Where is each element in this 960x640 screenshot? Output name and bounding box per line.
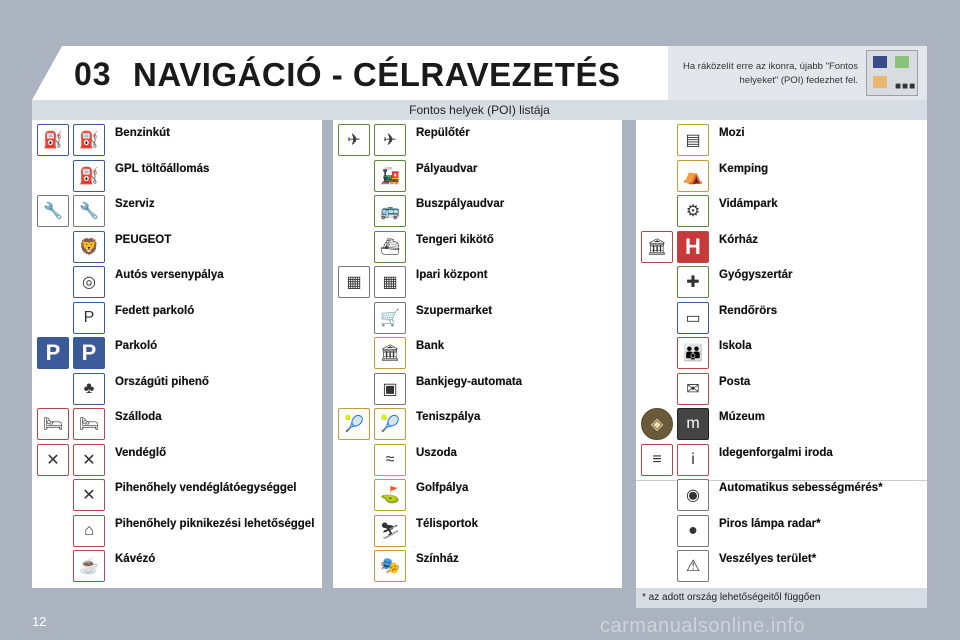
hospital-building-icon: 🏛 <box>641 231 673 263</box>
poi-label: Piros lámpa radar* <box>719 517 821 530</box>
fork-knife-icon: ✕ <box>73 444 105 476</box>
poi-zoom-icon: ■■■ <box>866 50 918 96</box>
rest-restaurant-icon: ✕ <box>73 479 105 511</box>
poi-label: Buszpályaudvar <box>416 198 505 210</box>
poi-label: Pályaudvar <box>416 162 478 175</box>
pharmacy-cross-icon: ✚ <box>677 266 709 298</box>
airplane-icon: ✈ <box>374 124 406 156</box>
poi-label: Teniszpálya <box>416 411 481 423</box>
poi-label: Iskola <box>719 340 752 352</box>
tennis-icon: 🎾 <box>338 408 370 440</box>
watermark: carmanualsonline.info <box>600 615 806 637</box>
poi-label: Idegenforgalmi iroda <box>719 446 833 459</box>
poi-label: GPL töltőállomás <box>115 162 210 175</box>
header-notch <box>32 46 62 100</box>
parking-icon: P <box>37 337 69 369</box>
poi-label: Vendéglő <box>115 446 167 459</box>
hospital-h-icon: H <box>677 231 709 263</box>
tennis-icon: 🎾 <box>374 408 406 440</box>
ship-icon: ⛴ <box>374 231 406 263</box>
swimmer-icon: ≈ <box>374 444 406 476</box>
rest-area-icon: ♣ <box>73 373 105 405</box>
poi-label: Golfpálya <box>416 482 469 494</box>
bank-icon: 🏛 <box>374 337 406 369</box>
wrench-icon: 🔧 <box>73 195 105 227</box>
train-station-icon: 🚂 <box>374 160 406 192</box>
poi-label: Bank <box>416 340 445 352</box>
poi-label: Bankjegy-automata <box>416 375 523 388</box>
poi-label: Repülőtér <box>416 127 470 139</box>
peugeot-lion-icon: 🦁 <box>73 231 105 263</box>
poi-label: Télisportok <box>416 517 478 530</box>
airport-icon: ✈ <box>338 124 370 156</box>
shopping-cart-icon: 🛒 <box>374 302 406 334</box>
parking-icon: P <box>73 337 105 369</box>
tourist-office-icon: ≡ <box>641 444 673 476</box>
ski-icon: ⛷ <box>374 515 406 547</box>
poi-label: Tengeri kikötő <box>416 233 494 246</box>
picnic-icon: ⌂ <box>73 515 105 547</box>
chapter-number: 03 <box>74 56 112 92</box>
poi-label: Posta <box>719 375 751 388</box>
poi-label: Gyógyszertár <box>719 269 793 281</box>
poi-list-subtitle: Fontos helyek (POI) listája <box>409 103 550 117</box>
film-icon: ▤ <box>677 124 709 156</box>
fuel-pump-icon: ⛽ <box>37 124 69 156</box>
poi-label: Fedett parkoló <box>115 304 195 317</box>
poi-label: Szupermarket <box>416 304 493 317</box>
poi-label: Kemping <box>719 162 769 175</box>
fuel-pump-icon: ⛽ <box>73 124 105 156</box>
subtitle-bar <box>32 100 927 120</box>
poi-label: Színház <box>416 553 459 565</box>
bed-icon: 🛏 <box>37 408 69 440</box>
warning-triangle-icon: ⚠ <box>677 550 709 582</box>
page-title: NAVIGÁCIÓ - CÉLRAVEZETÉS <box>133 56 621 93</box>
poi-label: Automatikus sebességmérés* <box>719 482 883 494</box>
poi-label: Kórház <box>719 233 758 246</box>
poi-label: Autós versenypálya <box>115 269 224 281</box>
police-icon: ▭ <box>677 302 709 334</box>
poi-label: PEUGEOT <box>115 233 172 246</box>
poi-label: Pihenőhely piknikezési lehetőséggel <box>115 517 315 530</box>
golf-icon: ⛳ <box>374 479 406 511</box>
traffic-light-camera-icon: ● <box>677 515 709 547</box>
race-track-icon: ◎ <box>73 266 105 298</box>
poi-label: Múzeum <box>719 411 765 423</box>
poi-label: Ipari központ <box>416 269 488 281</box>
poi-label: Országúti pihenő <box>115 375 209 388</box>
poi-label: Szerviz <box>115 198 155 210</box>
poi-label: Szálloda <box>115 411 162 423</box>
theater-icon: 🎭 <box>374 550 406 582</box>
factory-icon: ▦ <box>338 266 370 298</box>
poi-label: Mozi <box>719 127 745 139</box>
covered-parking-icon: P <box>73 302 105 334</box>
footnote: * az adott ország lehetőségeitől függően <box>642 592 821 603</box>
poi-label: Benzinkút <box>115 127 170 139</box>
poi-label: Veszélyes terület* <box>719 553 817 565</box>
poi-label: Uszoda <box>416 446 457 459</box>
speed-camera-icon: ◉ <box>677 479 709 511</box>
school-children-icon: 👪 <box>677 337 709 369</box>
museum-m-icon: m <box>677 408 709 440</box>
info-icon: i <box>677 444 709 476</box>
poi-label: Kávézó <box>115 553 156 565</box>
poi-label: Parkoló <box>115 340 158 352</box>
coffee-cup-icon: ☕ <box>73 550 105 582</box>
envelope-icon: ✉ <box>677 373 709 405</box>
bed-icon: 🛏 <box>73 408 105 440</box>
poi-label: Pihenőhely vendéglátóegységgel <box>115 482 297 494</box>
amusement-park-icon: ⚙ <box>677 195 709 227</box>
poi-label: Vidámpark <box>719 198 778 210</box>
factory-icon: ▦ <box>374 266 406 298</box>
page-number: 12 <box>32 614 47 629</box>
poi-label: Rendőrörs <box>719 304 778 317</box>
atm-icon: ▣ <box>374 373 406 405</box>
gpl-pump-icon: ⛽ <box>73 160 105 192</box>
museum-icon: ◈ <box>641 408 673 440</box>
fork-knife-icon: ✕ <box>37 444 69 476</box>
tip-text: Ha ráközelít erre az ikonra, újabb "Fontos helyeket" (POI) fedezhet fel. <box>683 61 858 86</box>
bus-icon: 🚌 <box>374 195 406 227</box>
wrench-icon: 🔧 <box>37 195 69 227</box>
camping-icon: ⛺ <box>677 160 709 192</box>
